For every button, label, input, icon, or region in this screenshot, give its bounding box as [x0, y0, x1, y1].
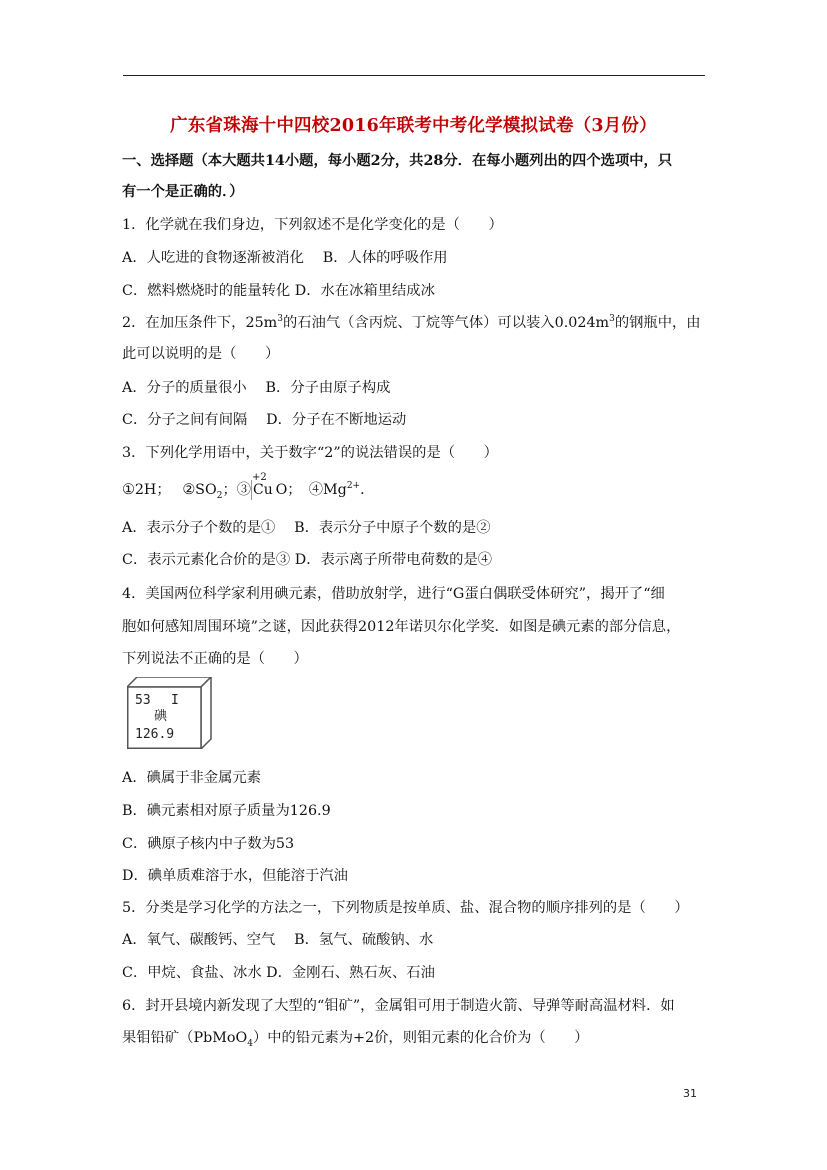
header-rule — [123, 75, 705, 76]
q3-options-cd: C．表示元素化合价的是③ D．表示离子所带电荷数的是④ — [122, 552, 493, 568]
q3-stem: 3．下列化学用语中，关于数字“2”的说法错误的是（ ） — [122, 445, 498, 461]
q2-stem-line2: 此可以说明的是（ ） — [122, 346, 280, 362]
q4-stem-line1: 4．美国两位科学家利用碘元素，借助放射学，进行“G蛋白偶联受体研究”，揭开了“细 — [122, 586, 665, 602]
section-heading-line2: 有一个是正确的．） — [122, 184, 244, 200]
q5-options-ab: A．氧气、碳酸钙、空气 B．氢气、硫酸钠、水 — [122, 932, 434, 948]
q3-copper-charge: +2 — [252, 472, 267, 483]
q2-options-cd: C．分子之间有间隔 D．分子在不断地运动 — [122, 412, 407, 428]
q1-options-cd: C．燃料燃烧时的能量转化 D．水在冰箱里结成冰 — [122, 283, 435, 299]
q6-stem-part-b: ）中的铅元素为+2价，则钼元素的化合价为（ ） — [252, 1030, 589, 1046]
q2-options-ab: A．分子的质量很小 B．分子由原子构成 — [122, 380, 391, 396]
q2-stem-part-a: 2．在加压条件下，25m — [122, 315, 278, 331]
page-title: 广东省珠海十中四校2016年联考中考化学模拟试卷（3月份） — [170, 116, 657, 136]
q3-formula-part1: ①2H； ②SO — [122, 482, 217, 498]
q4-option-b: B．碘元素相对原子质量为126.9 — [122, 803, 331, 819]
q1-options-ab: A．人吃进的食物逐渐被消化 B．人体的呼吸作用 — [122, 250, 448, 266]
q4-stem-line3: 下列说法不正确的是（ ） — [122, 651, 308, 667]
q3-formula-part2: ；③ — [222, 482, 252, 498]
q5-stem: 5．分类是学习化学的方法之一，下列物质是按单质、盐、混合物的顺序排列的是（ ） — [122, 900, 689, 916]
q2-superscript-2: 3 — [609, 314, 615, 325]
q1-stem: 1．化学就在我们身边，下列叙述不是化学变化的是（ ） — [122, 217, 503, 233]
q3-formula-part3: O； ④Mg — [271, 482, 347, 498]
q4-option-d: D．碘单质难溶于水，但能溶于汽油 — [122, 868, 348, 884]
q6-stem-line1: 6．封开县境内新发现了大型的“钼矿”，金属钼可用于制造火箭、导弹等耐高温材料．如 — [122, 998, 675, 1014]
q4-stem-line2: 胞如何感知周围环境”之谜，因此获得2012年诺贝尔化学奖．如图是碘元素的部分信息， — [122, 619, 681, 635]
iodine-element-card — [127, 677, 213, 749]
element-card-graphic — [127, 677, 213, 749]
page-number: 31 — [683, 1087, 697, 1100]
q3-copper-symbol: Cu — [253, 482, 273, 498]
q3-formula-superscript: 2+ — [346, 481, 361, 492]
q4-option-c: C．碘原子核内中子数为53 — [122, 836, 295, 852]
q6-stem-line2 — [122, 1028, 589, 1048]
element-symbol: I — [171, 693, 179, 708]
q3-options-ab: A．表示分子个数的是① B．表示分子中原子个数的是② — [122, 520, 491, 536]
q2-stem-line1 — [122, 313, 701, 333]
q2-superscript-1: 3 — [277, 314, 283, 325]
element-atomic-mass: 126.9 — [135, 727, 175, 742]
q3-formula-line — [122, 472, 375, 501]
q6-subscript: 4 — [247, 1038, 253, 1049]
q3-formula-subscript: 2 — [216, 490, 223, 501]
q3-formula-end: ． — [360, 482, 375, 498]
element-atomic-number: 53 — [135, 693, 151, 708]
section-heading-line1: 一、选择题（本大题共14小题，每小题2分，共28分．在每小题列出的四个选项中，只 — [122, 153, 673, 169]
q4-option-a: A．碘属于非金属元素 — [122, 770, 261, 786]
q5-options-cd: C．甲烷、食盐、冰水 D．金刚石、熟石灰、石油 — [122, 965, 435, 981]
q3-copper-valence — [251, 472, 273, 500]
q2-stem-part-b: 的石油气（含丙烷、丁烷等气体）可以装入0.024m — [282, 315, 610, 331]
element-name: 碘 — [154, 709, 168, 724]
q2-stem-part-c: 的钢瓶中，由 — [614, 315, 701, 331]
q6-stem-part-a: 果钼铅矿（PbMoO — [122, 1030, 248, 1046]
